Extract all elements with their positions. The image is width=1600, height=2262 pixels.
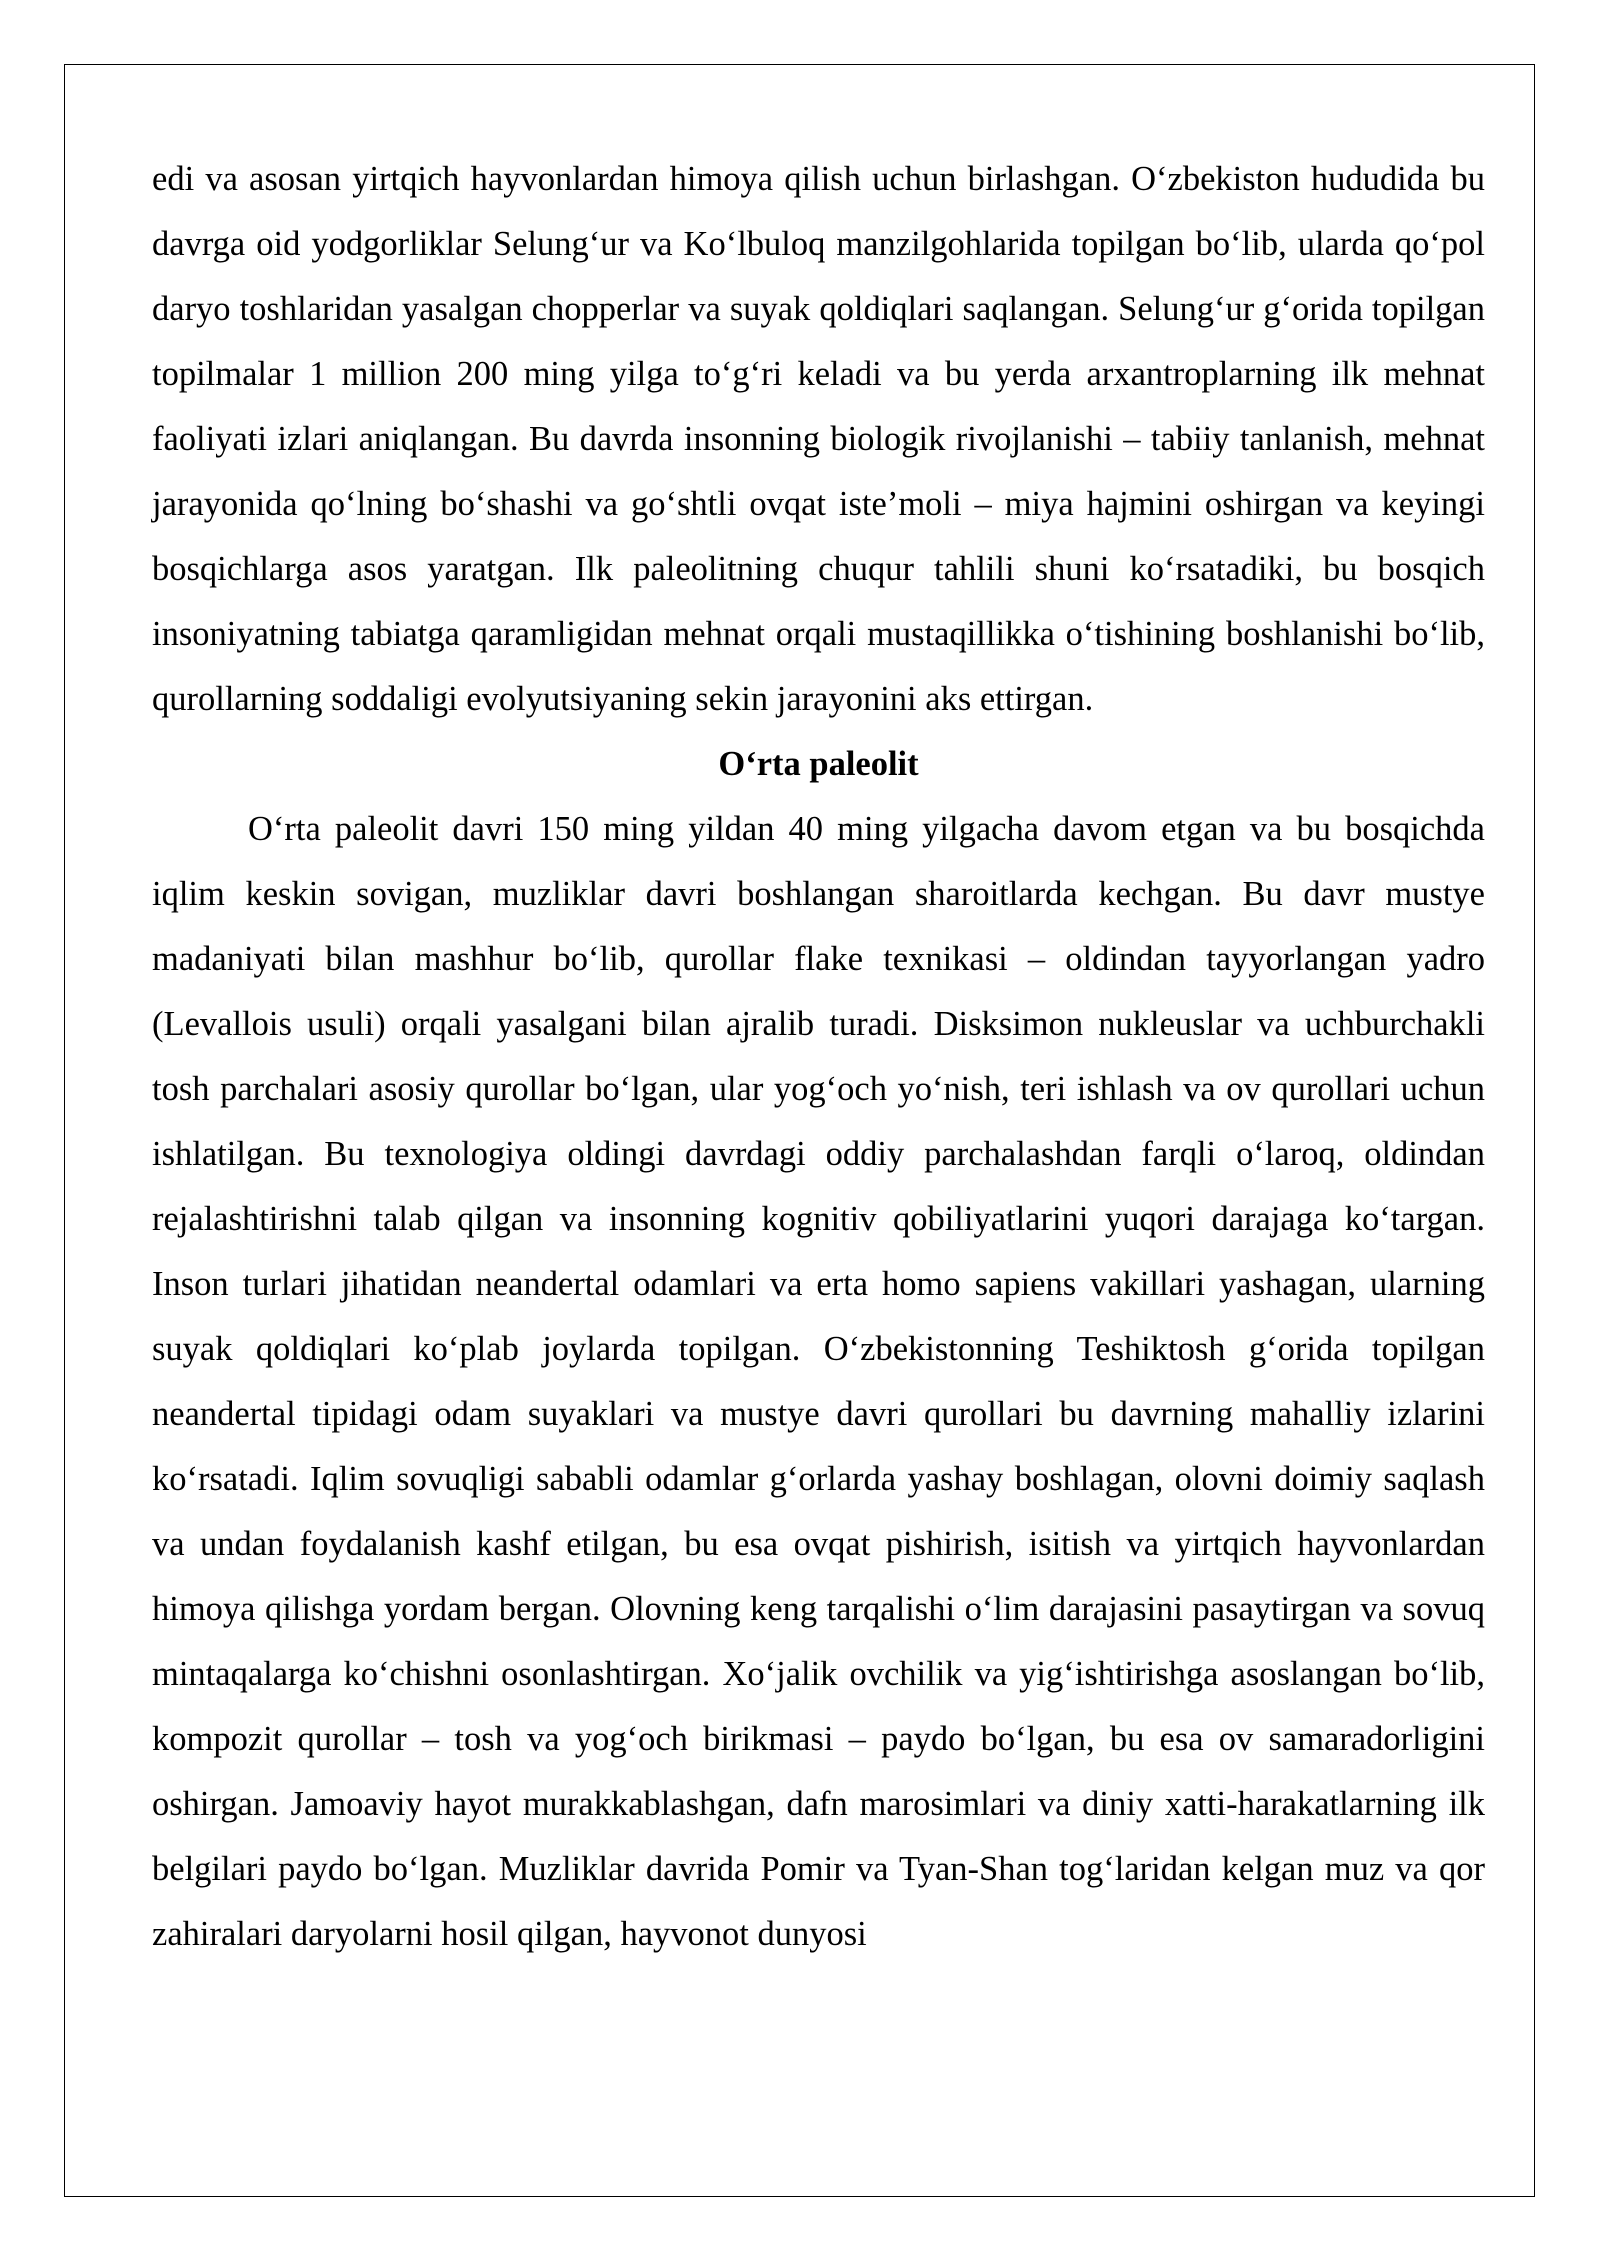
- document-body: [152, 147, 1485, 1967]
- paragraph-ilk-paleolit-continuation: edi va asosan yirtqich hayvonlardan himoya qilish uchun birlashgan. O‘zbekiston hududida bu davrga oid yodgorliklar Selung‘ur va Ko‘lbuloq manzilgohlarida topilgan bo‘lib, ularda qo‘pol daryo toshlaridan yasalgan chopperlar va suyak qoldiqlari saqlangan. Selung‘ur g‘orida topilgan topilmalar 1 million 200 ming yilga to‘g‘ri keladi va bu yerda arxantroplarning ilk mehnat faoliyati izlari aniqlangan. Bu davrda insonning biologik rivojlanishi – tabiiy tanlanish, mehnat jarayonida qo‘lning bo‘shashi va go‘shtli ovqat iste’moli – miya hajmini oshirgan va keyingi bosqichlarga asos yaratgan. Ilk paleolitning chuqur tahlili shuni ko‘rsatadiki, bu bosqich insoniyatning tabiatga qaramligidan mehnat orqali mustaqillikka o‘tishining boshlanishi bo‘lib, qurollarning soddaligi evolyutsiyaning sekin jarayonini aks ettirgan.: [152, 160, 1485, 718]
- paragraph-orta-paleolit: O‘rta paleolit davri 150 ming yildan 40 ming yilgacha davom etgan va bu bosqichda iqlim keskin sovigan, muzliklar davri boshlangan sharoitlarda kechgan. Bu davr mustye madaniyati bilan mashhur bo‘lib, qurollar flake texnikasi – oldindan tayyorlangan yadro (Levallois usuli) orqali yasalgani bilan ajralib turadi. Disksimon nukleuslar va uchburchakli tosh parchalari asosiy qurollar bo‘lgan, ular yog‘och yo‘nish, teri ishlash va ov qurollari uchun ishlatilgan. Bu texnologiya oldingi davrdagi oddiy parchalashdan farqli o‘laroq, oldindan rejalashtirishni talab qilgan va insonning kognitiv qobiliyatlarini yuqori darajaga ko‘targan. Inson turlari jihatidan neandertal odamlari va erta homo sapiens vakillari yashagan, ularning suyak qoldiqlari ko‘plab joylarda topilgan. O‘zbekistonning Teshiktosh g‘orida topilgan neandertal tipidagi odam suyaklari va mustye davri qurollari bu davrning mahalliy izlarini ko‘rsatadi. Iqlim sovuqligi sababli odamlar g‘orlarda yashay boshlagan, olovni doimiy saqlash va undan foydalanish kashf etilgan, bu esa ovqat pishirish, isitish va yirtqich hayvonlardan himoya qilishga yordam bergan. Olovning keng tarqalishi o‘lim darajasini pasaytirgan va sovuq mintaqalarga ko‘chishni osonlashtirgan. Xo‘jalik ovchilik va yig‘ishtirishga asoslangan bo‘lib, kompozit qurollar – tosh va yog‘och birikmasi – paydo bo‘lgan, bu esa ov samaradorligini oshirgan. Jamoaviy hayot murakkablashgan, dafn marosimlari va diniy xatti-harakatlarning ilk belgilari paydo bo‘lgan. Muzliklar davrida Pomir va Tyan-Shan tog‘laridan kelgan muz va qor zahiralari daryolarni hosil qilgan, hayvonot dunyosi: [152, 810, 1485, 1953]
- section-heading: O‘rta paleolit: [718, 745, 919, 783]
